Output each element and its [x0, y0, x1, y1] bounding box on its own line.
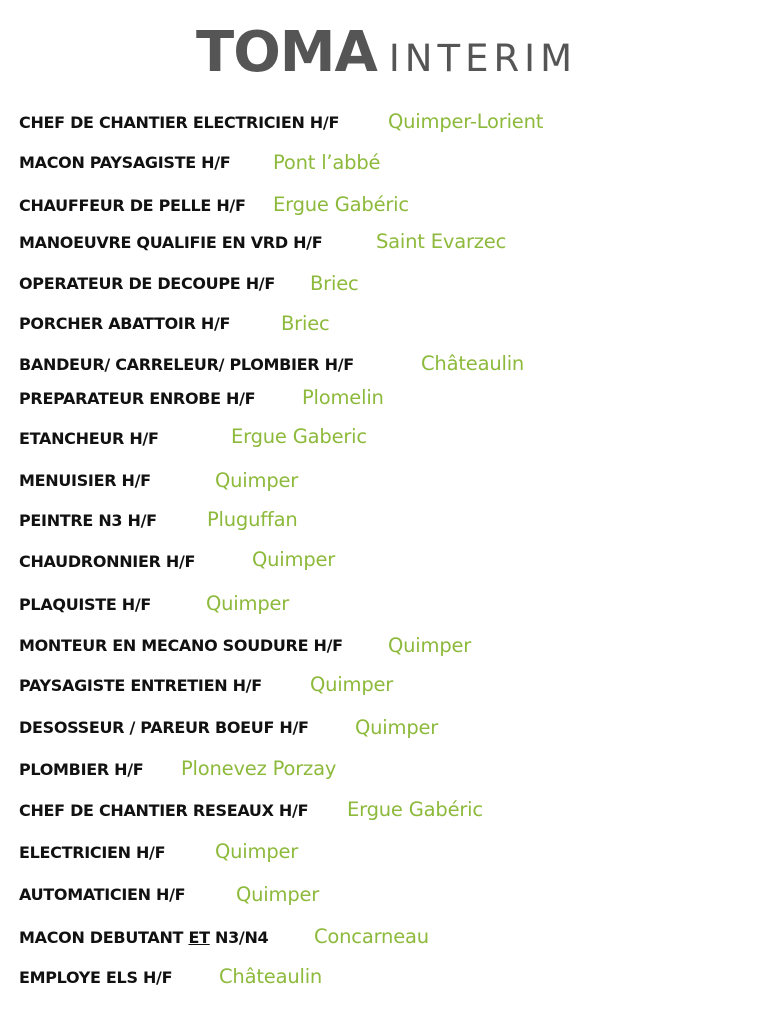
job-title: BANDEUR/ CARRELEUR/ PLOMBIER H/F	[19, 355, 354, 374]
job-title: MENUISIER H/F	[19, 471, 151, 490]
job-title: PEINTRE N3 H/F	[19, 511, 157, 530]
job-title: PLAQUISTE H/F	[19, 595, 152, 614]
job-title: CHAUDRONNIER H/F	[19, 552, 196, 571]
job-location: Pluguffan	[207, 508, 298, 531]
job-title: ELECTRICIEN H/F	[19, 843, 166, 862]
job-location: Châteaulin	[421, 352, 525, 375]
job-location: Concarneau	[314, 925, 429, 948]
job-title: MACON PAYSAGISTE H/F	[19, 153, 231, 172]
job-title: PREPARATEUR ENROBE H/F	[19, 389, 256, 408]
job-location: Ergue Gaberic	[231, 425, 367, 448]
job-title-underlined-part: ET	[188, 928, 210, 947]
job-location: Quimper	[215, 469, 299, 492]
job-title: MANOEUVRE QUALIFIE EN VRD H/F	[19, 233, 323, 252]
job-title: PORCHER ABATTOIR H/F	[19, 314, 231, 333]
job-location: Plomelin	[302, 386, 384, 409]
job-location: Quimper	[215, 840, 299, 863]
job-title: CHEF DE CHANTIER ELECTRICIEN H/F	[19, 113, 340, 132]
job-title: PAYSAGISTE ENTRETIEN H/F	[19, 676, 262, 695]
job-title: OPERATEUR DE DECOUPE H/F	[19, 274, 275, 293]
toma-interim-logo	[196, 20, 577, 85]
job-title: AUTOMATICIEN H/F	[19, 885, 186, 904]
job-location: Ergue Gabéric	[273, 193, 409, 216]
job-title: CHEF DE CHANTIER RESEAUX H/F	[19, 801, 309, 820]
job-title: DESOSSEUR / PAREUR BOEUF H/F	[19, 718, 309, 737]
job-title-part: N3/N4	[209, 928, 269, 947]
job-location: Châteaulin	[219, 965, 323, 988]
job-location: Quimper	[355, 716, 439, 739]
job-location: Ergue Gabéric	[347, 798, 483, 821]
job-title: CHAUFFEUR DE PELLE H/F	[19, 196, 246, 215]
job-location: Pont l’abbé	[273, 151, 381, 174]
job-location: Briec	[310, 272, 359, 295]
job-title	[19, 928, 268, 947]
job-title: ETANCHEUR H/F	[19, 429, 159, 448]
job-location: Quimper	[388, 634, 472, 657]
job-location: Plonevez Porzay	[181, 757, 337, 780]
job-location: Quimper	[206, 592, 290, 615]
job-title-part: MACON DEBUTANT	[19, 928, 189, 947]
job-title: PLOMBIER H/F	[19, 760, 144, 779]
job-location: Quimper-Lorient	[388, 110, 544, 133]
job-title: MONTEUR EN MECANO SOUDURE H/F	[19, 636, 343, 655]
job-location: Quimper	[236, 883, 320, 906]
job-location: Briec	[281, 312, 330, 335]
job-location: Quimper	[310, 673, 394, 696]
logo-main-text: TOMA	[196, 20, 377, 85]
logo-sub-text: INTERIM	[388, 37, 577, 80]
job-location: Quimper	[252, 548, 336, 571]
job-title: EMPLOYE ELS H/F	[19, 968, 173, 987]
job-location: Saint Evarzec	[376, 230, 507, 253]
